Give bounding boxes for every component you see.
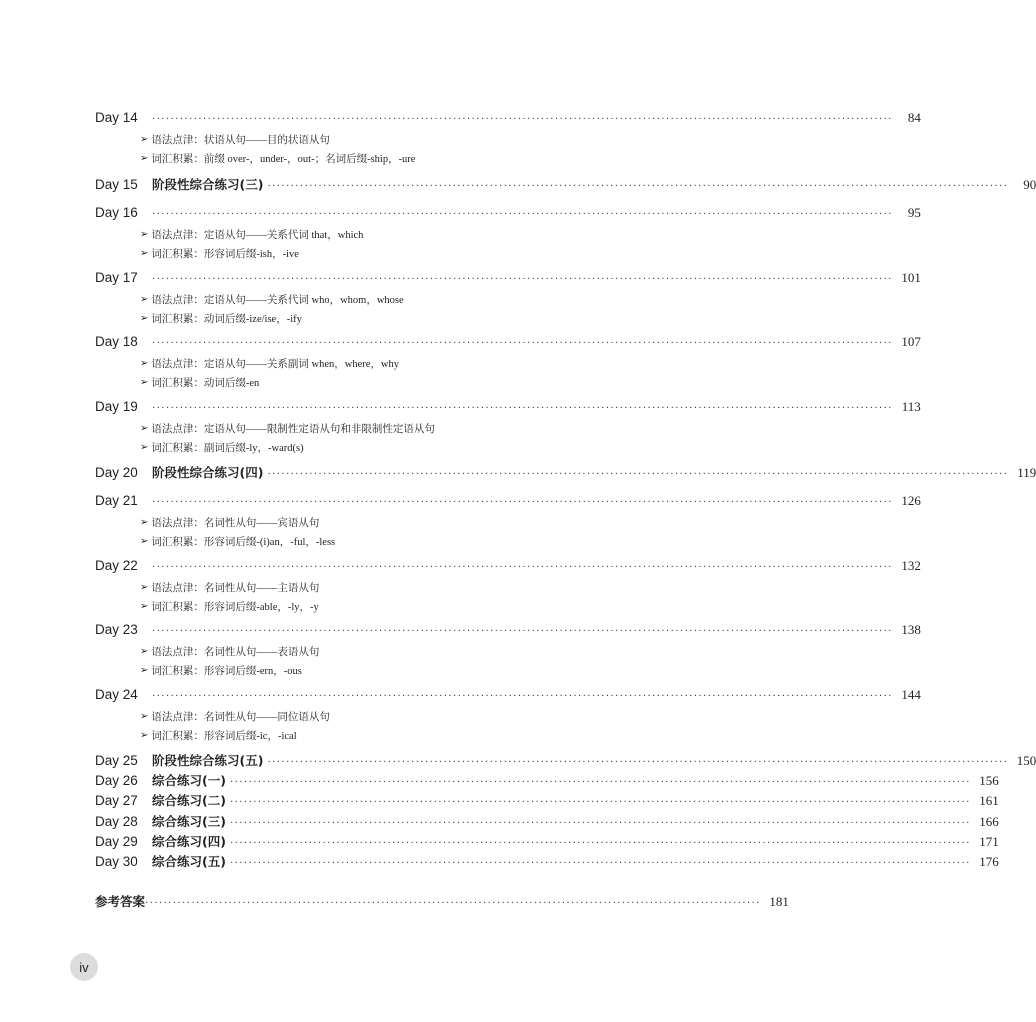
entry-title: 综合练习(五) xyxy=(152,854,226,869)
page-number: 101 xyxy=(901,270,921,285)
page-number: 119 xyxy=(1017,465,1036,480)
vocabulary-point xyxy=(140,375,259,390)
day-label: Day 20 xyxy=(95,465,138,480)
toc-entry[interactable] xyxy=(95,399,921,415)
page-number: 156 xyxy=(979,773,999,788)
vocabulary-point xyxy=(140,534,335,549)
arrow-bullet-icon: ➢ xyxy=(140,711,149,722)
sub-item-text: 语法点津：名词性从句——主语从句 xyxy=(151,583,320,594)
arrow-bullet-icon: ➢ xyxy=(140,377,149,388)
leader-dots: ································································································································································ xyxy=(152,209,893,220)
sub-item-text: 词汇积累：形容词后缀-ern，-ous xyxy=(151,666,302,677)
day-label: Day 18 xyxy=(95,334,138,349)
sub-item-text: 语法点津：名词性从句——同位语从句 xyxy=(151,712,330,723)
page-number: 90 xyxy=(1023,177,1036,192)
page-number: 150 xyxy=(1016,753,1036,768)
page-number: 166 xyxy=(979,814,999,829)
arrow-bullet-icon: ➢ xyxy=(140,294,149,305)
arrow-bullet-icon: ➢ xyxy=(140,536,149,547)
grammar-point xyxy=(140,292,404,307)
toc-entry[interactable] xyxy=(95,852,999,870)
day-label: Day 14 xyxy=(95,110,138,125)
leader-dots: ································································································································································ xyxy=(152,497,893,508)
arrow-bullet-icon: ➢ xyxy=(140,665,149,676)
day-label: Day 15 xyxy=(95,177,138,192)
leader-dots: ································································································································································ xyxy=(267,469,1009,480)
arrow-bullet-icon: ➢ xyxy=(140,134,149,145)
page-number: 126 xyxy=(901,493,921,508)
toc-entry[interactable] xyxy=(95,791,999,809)
vocabulary-point xyxy=(140,440,304,455)
arrow-bullet-icon: ➢ xyxy=(140,646,149,657)
vocabulary-point xyxy=(140,728,297,743)
sub-item-text: 语法点津：名词性从句——宾语从句 xyxy=(151,518,320,529)
day-label: Day 19 xyxy=(95,399,138,414)
answers-title: 参考答案 xyxy=(95,894,146,909)
leader-dots: ································································································································································ xyxy=(229,858,971,869)
entry-title: 综合练习(二) xyxy=(152,793,226,808)
page-number: 144 xyxy=(901,687,921,702)
toc-entry[interactable] xyxy=(95,110,921,126)
vocabulary-point xyxy=(140,151,415,166)
arrow-bullet-icon: ➢ xyxy=(140,582,149,593)
page-number: 171 xyxy=(979,834,999,849)
arrow-bullet-icon: ➢ xyxy=(140,229,149,240)
day-label: Day 28 xyxy=(95,814,138,829)
leader-dots: ····································································································································· xyxy=(145,898,761,909)
page-folio: iv xyxy=(70,953,98,981)
toc-entry[interactable] xyxy=(95,771,999,789)
entry-title: 阶段性综合练习(五) xyxy=(152,753,264,768)
leader-dots: ································································································································································ xyxy=(267,757,1009,768)
leader-dots: ································································································································································ xyxy=(152,114,893,125)
arrow-bullet-icon: ➢ xyxy=(140,423,149,434)
arrow-bullet-icon: ➢ xyxy=(140,358,149,369)
entry-title: 阶段性综合练习(四) xyxy=(152,465,264,480)
grammar-point xyxy=(140,227,363,242)
day-label: Day 29 xyxy=(95,834,138,849)
grammar-point xyxy=(140,580,319,595)
sub-item-text: 词汇积累：前缀 over-，under-，out-；名词后缀-ship，-ure xyxy=(151,154,416,165)
page-number: 132 xyxy=(901,558,921,573)
toc-entry[interactable] xyxy=(95,832,999,850)
arrow-bullet-icon: ➢ xyxy=(140,313,149,324)
page-number: 107 xyxy=(901,334,921,349)
day-label: Day 23 xyxy=(95,622,138,637)
toc-entry[interactable] xyxy=(95,558,921,574)
toc-entry[interactable] xyxy=(95,205,921,221)
leader-dots: ································································································································································ xyxy=(152,626,893,637)
page-number: 138 xyxy=(901,622,921,637)
day-label: Day 21 xyxy=(95,493,138,508)
arrow-bullet-icon: ➢ xyxy=(140,248,149,259)
day-label: Day 17 xyxy=(95,270,138,285)
grammar-point xyxy=(140,644,319,659)
day-label: Day 30 xyxy=(95,854,138,869)
day-label: Day 16 xyxy=(95,205,138,220)
toc-entry[interactable] xyxy=(95,175,1036,193)
sub-item-text: 语法点津：定语从句——关系副词 when，where，why xyxy=(151,359,399,370)
leader-dots: ································································································································································ xyxy=(229,838,971,849)
arrow-bullet-icon: ➢ xyxy=(140,517,149,528)
page-number: 161 xyxy=(979,793,999,808)
sub-item-text: 词汇积累：副词后缀-ly，-ward(s) xyxy=(151,443,304,454)
toc-entry[interactable] xyxy=(95,493,921,509)
sub-item-text: 语法点津：定语从句——限制性定语从句和非限制性定语从句 xyxy=(151,424,435,435)
toc-entry[interactable] xyxy=(95,334,921,350)
leader-dots: ································································································································································ xyxy=(267,181,1009,192)
arrow-bullet-icon: ➢ xyxy=(140,153,149,164)
leader-dots: ································································································································································ xyxy=(229,818,971,829)
vocabulary-point xyxy=(140,599,319,614)
arrow-bullet-icon: ➢ xyxy=(140,442,149,453)
toc-entry[interactable] xyxy=(95,812,999,830)
vocabulary-point xyxy=(140,663,302,678)
sub-item-text: 词汇积累：形容词后缀-(i)an，-ful，-less xyxy=(151,537,336,548)
entry-title: 综合练习(三) xyxy=(152,814,226,829)
sub-item-text: 语法点津：定语从句——关系代词 that，which xyxy=(151,230,364,241)
leader-dots: ································································································································································ xyxy=(152,562,893,573)
day-label: Day 24 xyxy=(95,687,138,702)
leader-dots: ································································································································································ xyxy=(229,777,971,788)
leader-dots: ································································································································································ xyxy=(152,691,893,702)
sub-item-text: 词汇积累：形容词后缀-ic，-ical xyxy=(151,731,297,742)
toc-entry[interactable] xyxy=(95,622,921,638)
leader-dots: ································································································································································ xyxy=(152,403,893,414)
sub-item-text: 语法点津：定语从句——关系代词 who，whom，whose xyxy=(151,295,404,306)
sub-item-text: 词汇积累：动词后缀-en xyxy=(151,378,260,389)
sub-item-text: 语法点津：状语从句——目的状语从句 xyxy=(151,135,330,146)
entry-title: 综合练习(四) xyxy=(152,834,226,849)
entry-title: 综合练习(一) xyxy=(152,773,226,788)
page-number: 84 xyxy=(907,110,921,125)
grammar-point xyxy=(140,515,319,530)
toc-entry[interactable] xyxy=(95,751,1036,769)
sub-item-text: 词汇积累：动词后缀-ize/ise，-ify xyxy=(151,314,302,325)
answers-page: 181 xyxy=(769,894,789,909)
grammar-point xyxy=(140,132,330,147)
toc-entry-answers[interactable] xyxy=(95,892,789,910)
toc-entry[interactable] xyxy=(95,463,1036,481)
page-number: 113 xyxy=(901,399,921,414)
vocabulary-point xyxy=(140,246,299,261)
grammar-point xyxy=(140,709,330,724)
arrow-bullet-icon: ➢ xyxy=(140,730,149,741)
toc-entry[interactable] xyxy=(95,687,921,703)
page-number: 95 xyxy=(907,205,921,220)
vocabulary-point xyxy=(140,311,302,326)
leader-dots: ································································································································································ xyxy=(229,797,971,808)
sub-item-text: 词汇积累：形容词后缀-able，-ly，-y xyxy=(151,602,319,613)
arrow-bullet-icon: ➢ xyxy=(140,601,149,612)
toc-entry[interactable] xyxy=(95,270,921,286)
leader-dots: ································································································································································ xyxy=(152,274,893,285)
entry-title: 阶段性综合练习(三) xyxy=(152,177,264,192)
page-number: 176 xyxy=(979,854,999,869)
leader-dots: ································································································································································ xyxy=(152,338,893,349)
grammar-point xyxy=(140,356,399,371)
day-label: Day 22 xyxy=(95,558,138,573)
sub-item-text: 词汇积累：形容词后缀-ish，-ive xyxy=(151,249,299,260)
day-label: Day 27 xyxy=(95,793,138,808)
day-label: Day 26 xyxy=(95,773,138,788)
day-label: Day 25 xyxy=(95,753,138,768)
grammar-point xyxy=(140,421,435,436)
sub-item-text: 语法点津：名词性从句——表语从句 xyxy=(151,647,320,658)
